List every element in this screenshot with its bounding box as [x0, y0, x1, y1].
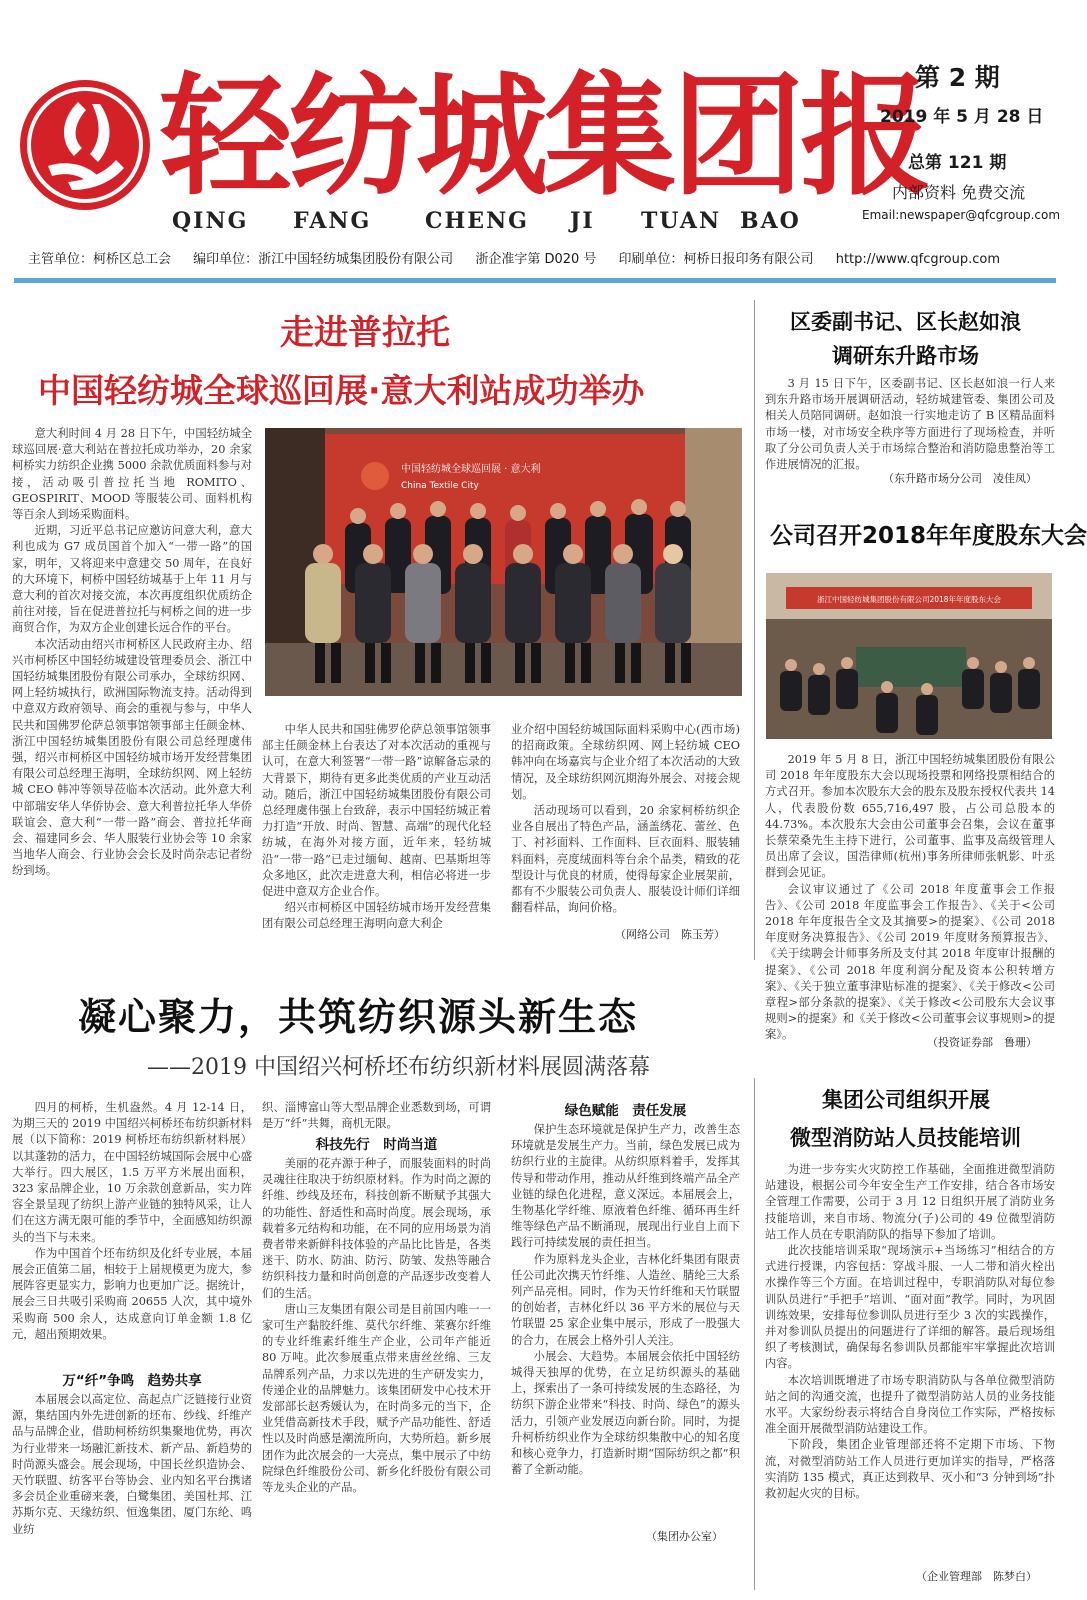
logo-emblem-icon: [20, 80, 150, 210]
lead-kicker: 走进普拉托: [280, 313, 450, 353]
lead-c3-p2: 活动现场可以看到，20 余家柯桥纺织企业各自展出了特色产品，涵盖绣花、蕾丝、色丁、衬衫面料、工作面料、巨衣面料、服装辅料面料，亮度绒面料等台余个品类，精致的花型设计与优良的材质，使得每家企业展架前，都有不少服装公司负责人、服装设计师们详细翻看样品，询问价格。: [511, 804, 740, 915]
photo-banner-subtext: China Textile City: [401, 481, 479, 491]
feature-c2-subhead: 科技先行 时尚当道: [315, 1137, 438, 1153]
right1-credit: （东升路市场分公司 凌佳凤）: [883, 472, 1037, 485]
lead-column-3: [511, 722, 740, 918]
pinyin-tuan: TUAN: [641, 208, 722, 234]
right3-headline-line2: 微型消防站人员技能培训: [790, 1126, 1021, 1150]
feature-subhead: ——2019 中国绍兴柯桥坯布纺织新材料展圆满落幕: [147, 1055, 650, 1080]
photo-banner-text: 中国轻纺城全球巡回展 · 意大利: [401, 464, 541, 475]
agm-meeting-photo: [766, 573, 1052, 739]
lead-column-1: [12, 426, 252, 946]
total-issue: 总第 121 期: [908, 153, 1007, 173]
feature-c2-p1: 织、淄博富山等大型品牌企业悉数到场，可谓是万“纤”共舞，商机无限。: [262, 1101, 491, 1131]
feature-headline: 凝心聚力，共筑纺织源头新生态: [78, 995, 639, 1039]
info-editor: 编印单位：浙江中国轻纺城集团股份有限公司: [193, 252, 454, 267]
feature-c1-p3: 本届展会以高定位、高起点广泛链接行业资源，集结国内外先进创新的坯布、纱线、纤维产品与品牌企业，借助柯桥纺织集聚地优势，再次为行业带来一场融汇新技术、新产品、新趋势的时尚源头盛会。展会现场，中国长丝织造协会、天竹联盟、纺客平台等协会、业内知名平台携诸多会员企业重磅来袭，白鹭集团、美国杜邦、江苏斯尔克、天缘纺织、恒逸集团、厦门东纶、鸣业纺: [12, 1393, 252, 1536]
feature-c1-p1: 四月的柯桥，生机盎然。4 月 12-14 日，为期三天的 2019 中国绍兴柯桥坯布纺织新材料展（以下简称：2019 柯桥坯布纺织新材料展）以其蓬勃的活力，在中国轻纺城国际会展中心盛大举行。四大展区，1.5 万平方米展出面积，323 家品牌企业，10 万余款创意新品，实力阵容全景呈现了纺织上游产业链的独特风采，让人们在这方满无限可能的季节中，全面感知纺织源头的当下与未来。: [12, 1101, 252, 1244]
feature-column-3: [511, 1100, 740, 1524]
feature-c3-p1: 保护生态环境就是保护生产力，改善生态环境就是发展生产力。当前，绿色发展已成为纺织行业的主旋律。从纺织原料着手，发挥其传导和带动作用，推动从纤维到终端产品全产业链的绿色化进程，意义深远。本届展会上，生物基化学纤维、原液着色纤维、循环再生纤维等绿色产品不断涌现，展现出行业自上而下践行可持续发展的责任担当。: [511, 1123, 740, 1250]
info-printer: 印刷单位：柯桥日报印务有限公司: [618, 252, 814, 267]
contact-email: Email:newspaper@qfcgroup.com: [862, 208, 1061, 222]
pinyin-bao: BAO: [740, 208, 801, 234]
right1-p1: 3 月 15 日下午，区委副书记、区长赵如浪一行人来到东升路市场开展调研活动，轻纺城建管委、集团公司及相关人员陪同调研。赵如浪一行实地走访了 B 区精品面料市场一楼，对市场安全秩序等方面进行了现场检查，并听取了分公司负责人关于市场综合整治和消防隐患整治等工作进展情况的汇报。: [765, 377, 1055, 472]
lead-group-photo: [265, 428, 742, 696]
right3-credit: （企业管理部 陈梦白）: [916, 1570, 1037, 1583]
right2-p2: 会议审议通过了《公司 2018 年度董事会工作报告》、《公司 2018 年度监事会工作报告》、《关于<公司 2018 年年度报告全文及其摘要>的提案》、《公司 2018 年度财务决算报告》、《公司 2019 年度财务预算报告》、《关于续聘会计师事务所及支付其 2018 年度审计报酬的提案》、《公司 2018 年度利润分配及资本公积转增方案》、《关于独立董事津贴标准的提案》、《关于修改<公司章程>部分条款的提案》、《关于修改<公司股东大会议事规则>的提案》和《关于修改<公司董事会议事规则>的提案》。: [765, 882, 1055, 1042]
feature-c3-p3: 小展会、大趋势。本届展会依托中国轻纺城得天独厚的优势，在立足纺织源头的基础上，探索出了一条可持续发展的生态路径，为纺织下游企业带来“科技、时尚、绿色”的源头活力，引领产业发展迈向新台阶。同时，为提升柯桥纺织业作为全球纺织集散中心的知名度和核心竞争力，打造新时期“国际纺织之都”积蓄了全新动能。: [511, 1349, 740, 1477]
publication-info-bar: [28, 248, 1068, 268]
info-website[interactable]: http://www.qfcgroup.com: [835, 252, 1000, 267]
lead-column-2: [262, 722, 491, 946]
lead-headline: 中国轻纺城全球巡回展·意大利站成功举办: [38, 371, 645, 410]
lead-c1-p2: 近期，习近平总书记应邀访问意大利，意大利也成为 G7 成员国首个加入“一带一路”的国家，明年，又将迎来中意建交 50 周年，在良好的大环境下，柯桥中国轻纺城基于上年 11 月与意大利的首次对接交流，本次再度组织优质纺企前往对接，旨在促进普拉托与柯桥之间的进一步商贸合作，为双方企业创建长远合作的平台。: [12, 524, 252, 635]
feature-column-2: [262, 1100, 491, 1590]
right2-p1: 2019 年 5 月 8 日，浙江中国轻纺城集团股份有限公司 2018 年年度股东大会以现场投票和网络投票相结合的方式召开。参加本次股东大会的股东及股东授权代表共 14 人，代表股份数 655,716,497 股，占公司总股本的 44.73%。本次股东大会由公司董事会召集，会议在董事长蔡荣桑先生主持下进行，公司董事、监事及高级管理人员出席了会议，国浩律师(杭州)事务所律师张帆影、叶丞群到会见证。: [765, 753, 1055, 880]
right1-headline-line2: 调研东升路市场: [832, 344, 979, 368]
issue-number: 第 2 期: [915, 63, 1000, 92]
lead-c2-p2: 绍兴市柯桥区中国轻纺城市场开发经营集团有限公司总经理王海明向意大利企: [262, 901, 491, 931]
pinyin-ji: JI: [570, 208, 595, 234]
feature-column-1: [12, 1100, 252, 1590]
right1-body: [765, 376, 1055, 472]
feature-c3-p2: 作为原料龙头企业，吉林化纤集团有限责任公司此次携天竹纤维、人造丝、腈纶三大系列产品亮相。同时，作为天竹纤维和天竹联盟的创始者，吉林化纤以 36 平方米的展位与天竹联盟 25 家企业集中展示，形成了一股强大的合力，在展会上格外引人关注。: [511, 1252, 740, 1347]
column-divider-upper: [754, 300, 755, 960]
right3-body: [765, 1162, 1055, 1542]
right3-p4: 下阶段，集团企业管理部还将不定期下市场、下物流，对微型消防站工作人员进行更加详实的指导，严格落实消防 135 模式，真正达到救早、灭小和“3 分钟到场”扑救初起火灾的目标。: [765, 1438, 1055, 1501]
right3-p3: 本次培训既增进了市场专职消防队与各单位微型消防站之间的沟通交流，也提升了微型消防站人员的业务技能水平。大家纷纷表示将结合自身岗位工作实际，严格按标准全面开展微型消防站建设工作。: [765, 1373, 1055, 1436]
distribution-note: 内部资料 免费交流: [892, 183, 1026, 202]
info-permit: 浙企准字第 D020 号: [475, 252, 597, 267]
lead-c1-p3: 本次活动由绍兴市柯桥区人民政府主办、绍兴市柯桥区中国轻纺城建设管理委员会、浙江中国轻纺城集团股份有限公司承办，全球纺织网、网上轻纺城执行，欧洲国际物流支持。活动得到中意双方政府领导、商会的重视与参与，中华人民共和国佛罗伦萨总领事馆领事部主任颜金林、浙江中国轻纺城集团股份有限公司总经理虞伟强，绍兴市柯桥区中国轻纺城市场开发经营集团有限公司总经理王海明，全球纺织网、网上轻纺城 CEO 韩冲等领导莅临本次活动。此外意大利中部瑞安华人华侨协会、意大利普拉托华人华侨联谊会、意大利“一带一路”商会、普拉托华商会、福建同乡会、华人服装行业协会等 10 余家当地华人商会、行业协会会长及时尚杂志记者纷纷到场。: [12, 637, 252, 878]
issue-date: 2019 年 5 月 28 日: [880, 107, 1044, 127]
feature-credit: （集团办公室）: [646, 1530, 723, 1543]
feature-c1-p2: 作为中国首个坯布纺织及化纤专业展，本届展会正值第二届，相较于上届规模更为庞大，参展阵容更显实力，影响力也更加广泛。据统计，展会三日共吸引采购商 20655 人次，其中境外采购商 500 余人，达成意向订单金额 1.8 亿元，超出预期效果。: [12, 1246, 252, 1341]
right3-headline-line1: 集团公司组织开展: [822, 1088, 990, 1112]
right2-body: [765, 752, 1055, 1042]
feature-c2-p3: 唐山三友集团有限公司是目前国内唯一一家可生产黏胶纤维、莫代尔纤维、莱赛尔纤维的专业纤维素纤维生产企业，公司年产能近 80 万吨。此次参展重点带来唐丝丝绵、三友品牌系列产品，力求以先进的生产研发实力，传递企业的品牌魅力。该集团研发中心技术开发部部长赵秀媛认为，在时尚多元的当下，企业凭借高新技术手段，赋予产品功能性、舒适性以及时尚感是潮流所向，大势所趋。新乡展团作为此次展会的一大亮点，集中展示了中纺院绿色纤维股份公司、新乡化纤股份有限公司等龙头企业的产品。: [262, 1302, 491, 1495]
feature-c3-subhead: 绿色赋能 责任发展: [564, 1103, 687, 1119]
agm-banner-text: 浙江中国轻纺城集团股份有限公司2018年年度股东大会: [816, 595, 1002, 604]
group-logo: [20, 80, 150, 210]
masthead-divider: [14, 278, 1056, 283]
lead-c1-p1: 意大利时间 4 月 28 日下午，中国轻纺城全球巡回展·意大利站在普拉托成功举办，20 余家柯桥实力纺织企业携 5000 余款优质面料参与对接，活动吸引普拉托当地 ROMITO、GEOSPIRIT、MOOD 等服装公司、面料机构等百余人到场采购面料。: [12, 427, 252, 522]
lead-c3-p1: 业介绍中国轻纺城国际面料采购中心(西市场)的招商政策。全球纺织网、网上轻纺城 CEO 韩冲向在场嘉宾与企业介绍了本次活动的大致情况，及全球纺织网沉期海外展会、对接会规划。: [511, 723, 740, 801]
right2-credit: （投资证券部 鲁珊）: [927, 1036, 1037, 1049]
info-supervisor: 主管单位：柯桥区总工会: [28, 252, 172, 267]
right3-p2: 此次技能培训采取“现场演示+当场练习”相结合的方式进行授课，内容包括：穿战斗服、一人二带和消火栓出水操作等三个方面。在培训过程中，专职消防队对每位参训队员进行“手把手”培训、“面对面”教学。同时，为巩固训练效果，安排每位参训队员进行至少 3 次的实践操作，并对参训队员提出的问题进行了详细的解答。最后现场组织了考核测试，确保每名参训队员都能牢牢掌握此次培训内容。: [765, 1244, 1055, 1371]
right3-p1: 为进一步夯实火灾防控工作基础，全面推进微型消防站建设，根据公司今年安全生产工作安排，结合各市场安全管理工作需要，公司于 3 月 12 日组织开展了消防业务技能培训，来自市场、物流分(子)公司的 49 位微型消防站工作人员在专职消防队的指导下参加了培训。: [765, 1163, 1055, 1241]
pinyin-fang: FANG: [293, 208, 372, 234]
right1-headline-line1: 区委副书记、区长赵如浪: [790, 310, 1021, 334]
lead-credit: （网络公司 陈玉芳）: [615, 928, 725, 941]
feature-c2-p2: 美丽的花卉源于种子，而服装面料的时尚灵魂往往取决于纺织原材料。作为时尚之源的纤维、纱线及坯布，科技创新不断赋予其强大的功能性、舒适性和高时尚度。展会现场，承载着多元结构和功能，在不同的应用场景为消费者带来新鲜科技体验的产品比比皆是，各类迷干、防水、防油、防污、防皱、发热等融合纺织科技力量和时尚创意的产品逐步改变着人们的生活。: [262, 1157, 491, 1300]
pinyin-qing: QING: [172, 208, 249, 234]
pinyin-cheng: CHENG: [425, 208, 529, 234]
column-divider-lower: [754, 1078, 755, 1590]
feature-c1-subhead: 万“纤”争鸣 趋势共享: [62, 1373, 202, 1389]
right2-headline: 公司召开2018年年度股东大会: [770, 523, 1087, 549]
lead-c2-p1: 中华人民共和国驻佛罗伦萨总领事馆领事部主任颜金林上台表达了对本次活动的重视与认可，在意大利签署“一带一路”谅解备忘录的大背景下，期待有更多此类优质的产业互动活动。随后，浙江中国轻纺城集团股份有限公司总经理虞伟强上台致辞，表示中国轻纺城正着力打造“开放、时尚、智慧、高端”的现代化轻纺城，在海外对接方面，近年来，轻纺城沿“一带一路”已走过缅甸、越南、巴基斯坦等众多地区，此次走进意大利，相信必将进一步促进中意双方企业合作。: [262, 723, 491, 899]
masthead-title: 轻纺城集团报: [160, 59, 928, 214]
